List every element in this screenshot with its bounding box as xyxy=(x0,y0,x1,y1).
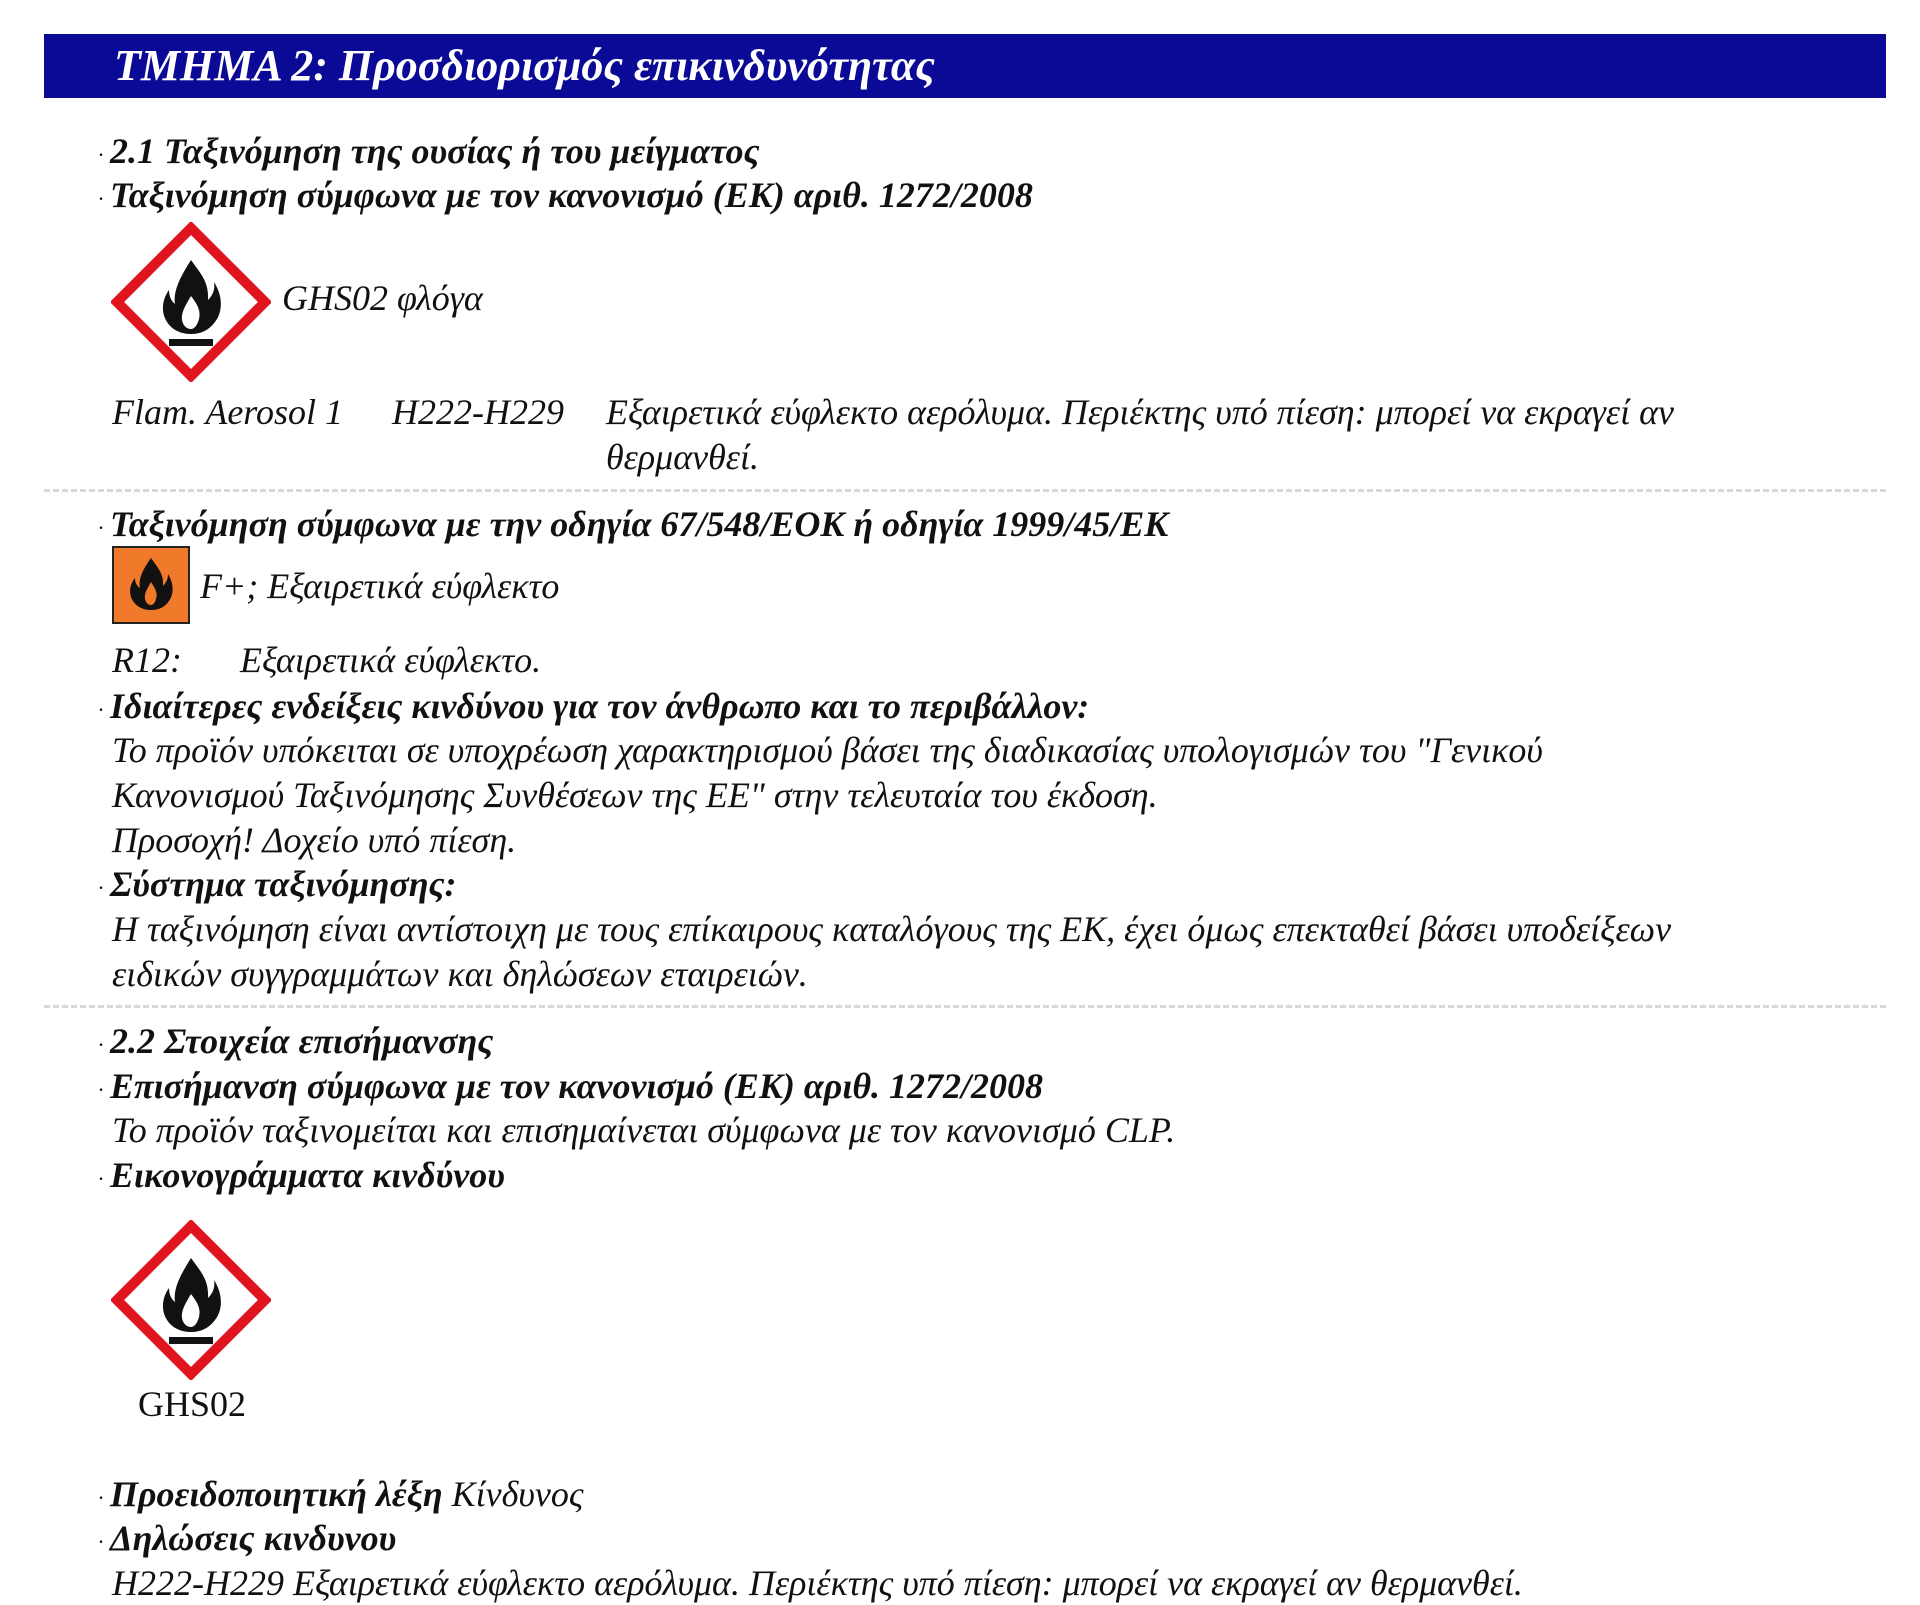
ghs02-label: GHS02 φλόγα xyxy=(282,278,483,318)
bullet: · xyxy=(97,1484,105,1510)
bullet: · xyxy=(97,141,105,167)
flam-code: Flam. Aerosol 1 xyxy=(112,392,343,432)
heading-clp-labelling-row xyxy=(92,1064,1043,1112)
heading-clp-classification: Ταξινόμηση σύμφωνα με τον κανονισμό (ΕΚ) αριθ. 1272/2008 xyxy=(110,175,1033,215)
special-line1: Το προϊόν υπόκειται σε υποχρέωση χαρακτηρισμού βάσει της διαδικασίας υπολογισμών του "Γενικού xyxy=(112,730,1543,770)
divider xyxy=(44,489,1886,492)
bullet: · xyxy=(97,1076,105,1102)
heading-clp-classification-row xyxy=(92,173,1033,221)
r-text: Εξαιρετικά εύφλεκτο. xyxy=(240,640,542,680)
pictogram-caption: GHS02 xyxy=(137,1384,247,1424)
ghs02-flame-icon xyxy=(111,222,271,382)
heading-2-1-row xyxy=(92,129,760,177)
heading-directive-row xyxy=(92,502,1168,550)
divider xyxy=(44,1005,1886,1008)
bullet: · xyxy=(97,514,105,540)
special-line3: Προσοχή! Δοχείο υπό πίεση. xyxy=(112,820,517,860)
system-line2: ειδικών συγγραμμάτων και δηλώσεων εταιρειών. xyxy=(112,954,808,994)
system-line1: Η ταξινόμηση είναι αντίστοιχη με τους επίκαιρους καταλόγους της ΕΚ, έχει όμως επεκταθεί βάσει υποδείξεων xyxy=(112,909,1672,949)
bullet: · xyxy=(97,696,105,722)
flame-diamond-icon xyxy=(117,1226,265,1374)
heading-hazard-statements: Δηλώσεις κινδυνου xyxy=(110,1518,397,1558)
heading-2-2: 2.2 Στοιχεία επισήμανσης xyxy=(110,1021,494,1061)
heading-system: Σύστημα ταξινόμησης: xyxy=(110,864,457,904)
heading-pictograms: Εικονογράμματα κινδύνου xyxy=(110,1155,505,1195)
bullet: · xyxy=(97,185,105,211)
heading-2-2-row xyxy=(92,1019,493,1067)
hazard-statements-text: H222-H229 Εξαιρετικά εύφλεκτο αερόλυμα. Περιέκτης υπό πίεση: μπορεί να εκραγεί αν θερμανθεί. xyxy=(112,1563,1523,1603)
eu-symbol-label: F+; Εξαιρετικά εύφλεκτο xyxy=(200,566,560,606)
heading-system-row xyxy=(92,862,457,910)
signal-word-row xyxy=(92,1472,583,1520)
bullet: · xyxy=(97,1031,105,1057)
heading-pictograms-row xyxy=(92,1153,505,1201)
heading-special: Ιδιαίτερες ενδείξεις κινδύνου για τον άνθρωπο και το περιβάλλον: xyxy=(110,686,1090,726)
signal-word-value: Κίνδυνος xyxy=(451,1474,584,1514)
eu-flammable-symbol xyxy=(112,546,190,624)
heading-hazard-statements-row xyxy=(92,1516,396,1564)
heading-special-row xyxy=(92,684,1089,732)
ghs02-flame-icon xyxy=(111,1220,271,1380)
bullet: · xyxy=(97,874,105,900)
h-text-line1: Εξαιρετικά εύφλεκτο αερόλυμα. Περιέκτης υπό πίεση: μπορεί να εκραγεί αν xyxy=(606,392,1674,432)
h-text-line2: θερμανθεί. xyxy=(606,437,759,477)
section-title: ΤΜΗΜΑ 2: Προσδιορισμός επικινδυνότητας xyxy=(44,34,1886,98)
flame-diamond-icon xyxy=(117,228,265,376)
bullet: · xyxy=(97,1165,105,1191)
heading-directive: Ταξινόμηση σύμφωνα με την οδηγία 67/548/ΕΟΚ ή οδηγία 1999/45/ΕΚ xyxy=(110,504,1169,544)
signal-word-label: Προειδοποιητική λέξη xyxy=(110,1474,443,1514)
bullet: · xyxy=(97,1528,105,1554)
flame-square-icon xyxy=(114,548,188,622)
special-line2: Κανονισμού Ταξινόμησης Συνθέσεων της ΕΕ" στην τελευταία του έκδοση. xyxy=(112,775,1158,815)
heading-2-1: 2.1 Ταξινόμηση της ουσίας ή του μείγματος xyxy=(110,131,760,171)
r-code: R12: xyxy=(112,640,182,680)
clp-text: Το προϊόν ταξινομείται και επισημαίνεται σύμφωνα με τον κανονισμό CLP. xyxy=(112,1110,1176,1150)
h-codes: H222-H229 xyxy=(392,392,564,432)
heading-clp-labelling: Επισήμανση σύμφωνα με τον κανονισμό (ΕΚ) αριθ. 1272/2008 xyxy=(110,1066,1044,1106)
